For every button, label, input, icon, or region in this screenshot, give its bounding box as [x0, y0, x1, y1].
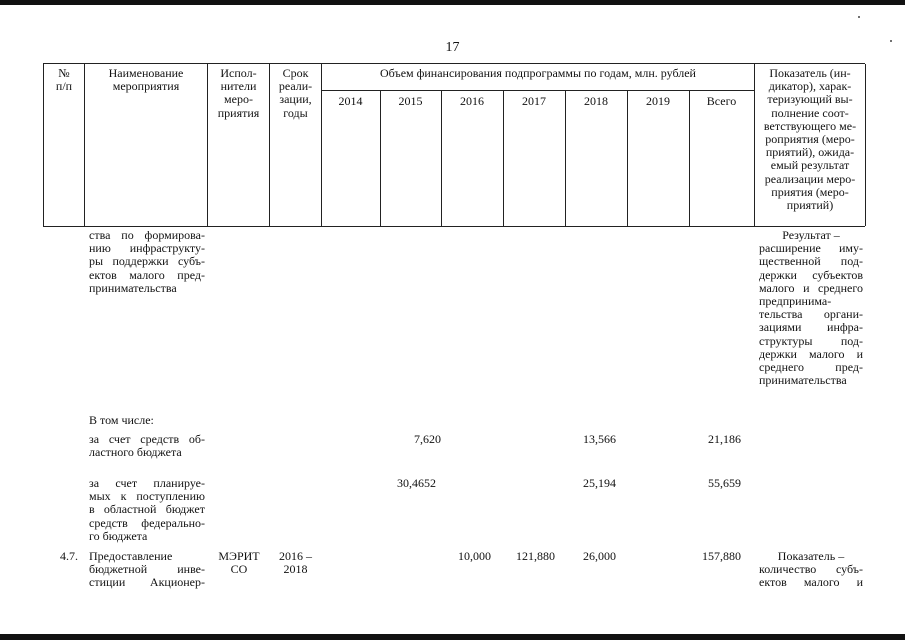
- header-term: Срок реали- зации, годы: [278, 66, 313, 120]
- page-number: 17: [445, 40, 460, 55]
- item-4-7-term: 2016 – 2018: [279, 549, 312, 577]
- item-4-7-2017: 121,880: [516, 549, 555, 563]
- continuation-result: Результат – расширение иму- щественной под- держки субъектов малого и среднего предпринима- тельства органи- зациями инфра- структуры под- держки малого и среднего пред- принимательства: [759, 228, 863, 388]
- item-4-7-2018: 26,000: [583, 549, 616, 563]
- header-indicator: Показатель (ин- дикатор), харак- теризующий вы- полнение соот- ветствующего ме- роприятия (меро- приятий), ожида- емый результат реализации меро- приятия (меро- приятий): [763, 66, 857, 213]
- regional-2018: 13,566: [583, 432, 616, 446]
- header-total: Всего: [706, 94, 737, 108]
- header-year-2017: 2017: [522, 94, 546, 108]
- item-4-7-name: Предоставление бюджетной инве- стиции Акционер-: [89, 549, 205, 590]
- header-year-2016: 2016: [460, 94, 484, 108]
- scan-edge-top: [0, 0, 905, 5]
- header-executors: Испол- нители меро- приятия: [217, 66, 260, 120]
- federal-2015: 30,4652: [397, 476, 436, 490]
- regional-total: 21,186: [708, 432, 741, 446]
- including-label: В том числе:: [89, 413, 154, 427]
- scan-edge-bottom: [0, 634, 905, 640]
- federal-2018: 25,194: [583, 476, 616, 490]
- header-year-2018: 2018: [584, 94, 608, 108]
- federal-total: 55,659: [708, 476, 741, 490]
- header-year-2019: 2019: [646, 94, 670, 108]
- regional-2015: 7,620: [414, 432, 441, 446]
- header-year-2014: 2014: [338, 94, 363, 108]
- header-financing: Объем финансирования подпрограммы по годам, млн. рублей: [380, 66, 696, 80]
- regional-budget-name: за счет средств об- ластного бюджета: [89, 432, 205, 460]
- header-name: Наименование мероприятия: [108, 66, 184, 94]
- scan-speck: [858, 16, 860, 18]
- item-4-7-indicator: Показатель – количество субъ- ектов малого и: [759, 549, 863, 590]
- continuation-name: ства по формирова- нию инфраструкту- ры поддержки субъ- ектов малого пред- принимательства: [89, 228, 205, 295]
- item-4-7-number: 4.7.: [60, 549, 78, 563]
- header-num: № п/п: [55, 66, 73, 94]
- item-4-7-executor: МЭРИТ СО: [218, 549, 260, 577]
- item-4-7-total: 157,880: [702, 549, 741, 563]
- item-4-7-2016: 10,000: [458, 549, 491, 563]
- federal-budget-name: за счет планируе- мых к поступлению в областной бюджет средств федерально- го бюджета: [89, 476, 205, 543]
- header-year-2015: 2015: [398, 94, 423, 108]
